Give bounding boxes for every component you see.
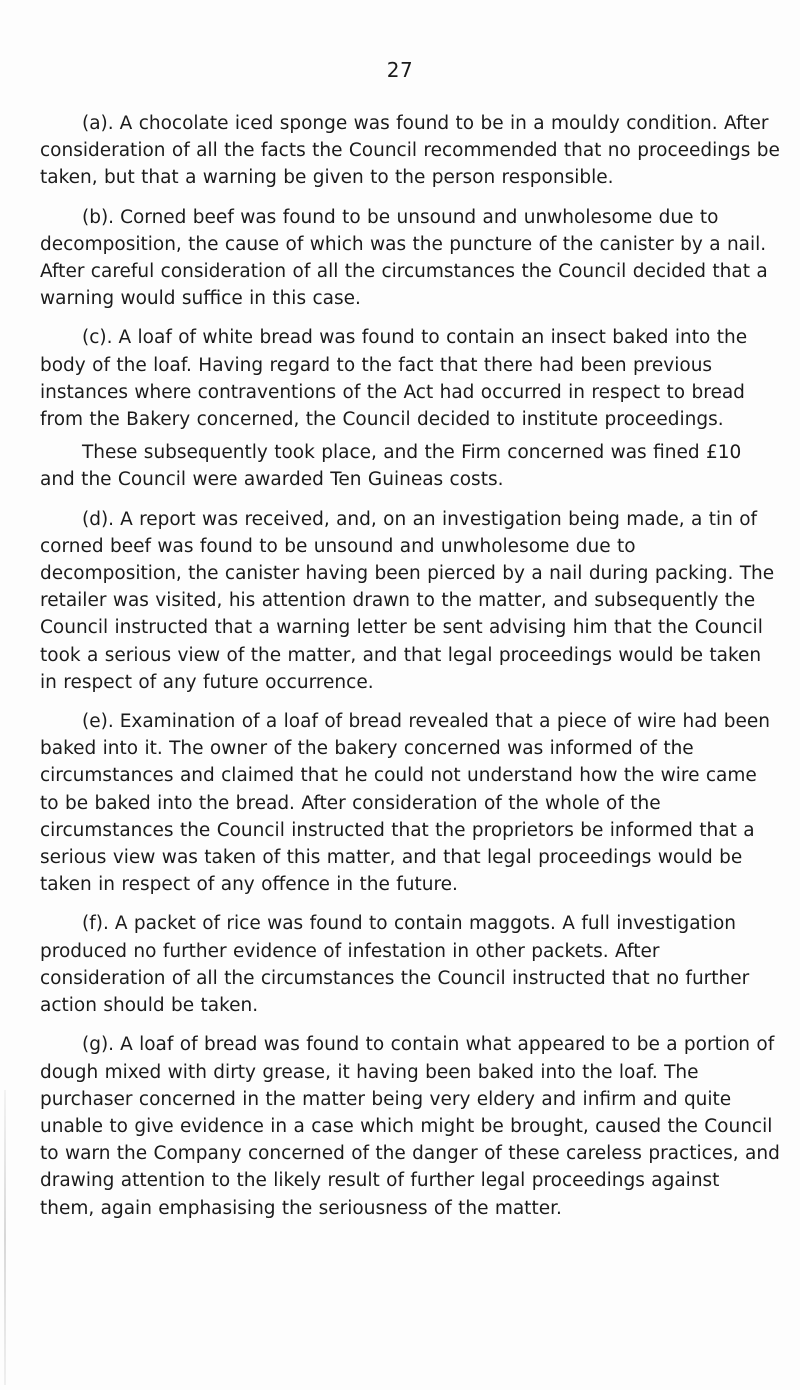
paragraph-label: (b). [82,206,115,228]
paragraph-label: (c). [82,327,113,349]
paragraph-e [40,708,780,898]
body-text [40,110,780,1222]
paragraph-text: Corned beef was found to be unsound and unwholesome due to decomposition, the cause of which was the puncture of the canister by a nail. After careful consideration of all the circumstances the Council decided that a warning would suffice in this case. [40,206,768,310]
paragraph-text: These subsequently took place, and the Firm concerned was fined £10 and the Council were awarded Ten Guineas costs. [40,442,742,491]
paragraph-label: (d). [82,508,115,530]
paragraph-c [40,324,780,433]
first-line-indent-wrapper [40,110,780,1222]
paragraph-label: (a). [82,113,114,134]
paragraph-text: A report was received, and, on an investigation being made, a tin of corned beef was found to be unsound and unwholesome due to decomposition, the canister having been pierced by a nail during packing. The retailer was visited, his attention drawn to the matter, and subsequently the Council instructed that a warning letter be sent advising him that the Council took a serious view of the matter, and that legal proceedings would be taken in respect of any future occurrence. [40,508,775,693]
paragraph-b [40,204,780,313]
paragraph-label: (g). [82,1034,115,1056]
paragraph-text: Examination of a loaf of bread revealed that a piece of wire had been baked into it. The owner of the bakery concerned was informed of the circumstances and claimed that he could not understand how the wire came to be baked into the bread. After consideration of the whole of the circumstances the Council instructed that the proprietors be informed that a serious view was taken of this matter, and that legal proceedings would be taken in respect of any offence in the future. [40,711,770,896]
scan-edge-shadow [4,1090,6,1385]
paragraph-d [40,506,780,696]
paragraph-text: A loaf of bread was found to contain what appeared to be a portion of dough mixed with dirty grease, it having been baked into the loaf. The purchaser concerned in the matter being very eldery and infirm and quite unable to give evidence in a case which might be brought, caused the Council to warn the Company concerned of the danger of these careless practices, and drawing attention to the likely result of further legal proceedings against them, again emphasising the seriousness of the matter. [40,1034,780,1219]
paragraph-text: A chocolate iced sponge was found to be in a mouldy condition. After consideration of all the facts the Council recommended that no proceedings be taken, but that a warning be given to the person responsible. [40,113,780,189]
paragraph-text: A packet of rice was found to contain maggots. A full investigation produced no further evidence of infestation in other packets. After consideration of all the circumstances the Council instructed that no further action should be taken. [40,913,750,1017]
paragraph-c-continued [40,439,780,493]
paragraph-a [40,110,780,192]
page-number: 27 [386,58,414,82]
paragraph-text: A loaf of white bread was found to contain an insect baked into the body of the loaf. Having regard to the fact that there had been previous instances where contraventions of the Act had occurred in respect to bread from the Bakery concerned, the Council decided to institute proceedings. [40,327,748,431]
paragraph-g [40,1031,780,1221]
paragraph-f [40,910,780,1019]
paragraph-label: (f). [82,913,109,935]
paragraph-label: (e). [82,711,114,733]
